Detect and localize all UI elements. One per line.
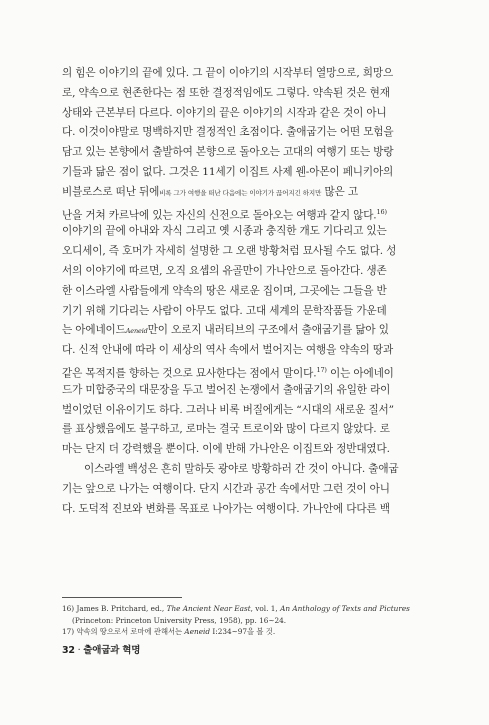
- text-segment: 이는 아에네이: [326, 367, 394, 380]
- text-line: 마는 단지 더 강력했을 뿐이다. 이에 반해 가나안은 이집트와 정반대였다.: [62, 443, 390, 456]
- text-line: [62, 183, 432, 203]
- footnote-text: , vol. 1,: [250, 604, 281, 613]
- footnote-16: [62, 603, 442, 615]
- text-segment: 많은 고: [321, 185, 358, 198]
- book-title: The Ancient Near East: [166, 604, 251, 613]
- text-line: 로, 약속으로 현존한다는 점 또한 결정적임에도 그렇다. 약속된 것은 현재: [62, 86, 390, 99]
- footnote-text: I:234~97을 볼 것.: [210, 627, 276, 637]
- footnote-divider: [62, 597, 182, 598]
- text-line: 상태와 근본부터 다르다. 이야기의 끝은 이야기의 시작과 같은 것이 아니: [62, 106, 387, 119]
- text-segment: 는 아에네이드: [62, 324, 126, 337]
- text-line: 이스라엘 백성은 흔히 말하듯 광야로 방황하러 간 것이 아니다. 출애굽: [84, 462, 399, 475]
- text-line: 기는 앞으로 나가는 여행이다. 단지 시간과 공간 속에서만 그런 것이 아니: [62, 482, 390, 495]
- text-line: 다. 이것이야말로 명백하지만 결정적인 초점이다. 출애굽기는 어떤 모험을: [62, 126, 394, 139]
- text-line: [62, 203, 432, 223]
- footnotes: [62, 603, 442, 638]
- text-line: 를 표상했음에도 불구하고, 로마는 결국 트로이와 많이 다르지 않았다. 로: [62, 423, 390, 436]
- text-segment: 같은 목적지를 향하는 것으로 묘사한다는 점에서 말이다.: [62, 367, 317, 380]
- footer-separator: ·: [74, 645, 84, 656]
- text-line: 서의 이야기에 따르면, 오직 요셉의 유골만이 가나안으로 돌아간다. 생존: [62, 264, 387, 277]
- text-line: 기기 위해 기다리는 사람이 아무도 없다. 고대 세계의 문학작품들 가운데: [62, 304, 387, 317]
- footnote-17: [62, 626, 442, 638]
- text-segment: 난을 거쳐 카르낙에 있는 자신의 신전으로 돌아오는 여행과 같지 않다.: [62, 209, 377, 222]
- text-line: [62, 321, 432, 341]
- running-title: 출애굽과 혁명: [83, 645, 141, 656]
- page-number: 32: [62, 645, 75, 656]
- book-subtitle: An Anthology of Texts and Pictures: [280, 604, 410, 613]
- book-title: Aeneid: [184, 627, 211, 637]
- main-text: [62, 64, 432, 519]
- footnote-text: 16) James B. Pritchard, ed.,: [62, 604, 167, 613]
- text-line: 의 힘은 이야기의 끝에 있다. 그 끝이 이야기의 시작부터 열망으로, 희망으: [62, 67, 394, 79]
- text-segment: 만이 오로지 내러티브의 구조에서 출애굽기를 닮아 있: [147, 324, 389, 337]
- text-line: 다. 신적 안내에 따라 이 세상의 역사 속에서 벌어지는 여행을 약속의 땅과: [62, 344, 394, 357]
- page-footer: [62, 642, 140, 656]
- latin-gloss: Aeneid: [125, 327, 148, 336]
- footnote-text: 17) 약속의 땅으로서 로마에 관해서는: [62, 627, 185, 637]
- text-line: [62, 361, 432, 381]
- text-line: 담고 있는 본향에서 출발하여 본향으로 돌아오는 고대의 여행기 또는 방랑: [62, 146, 394, 159]
- text-line: 벌이었던 이유이기도 하다. 그러나 비록 버질에게는 “시대의 새로운 질서”: [62, 403, 394, 416]
- inline-note: 비록 그가 여행을 떠난 다음에는 이야기가 끊어지긴 하지만: [159, 188, 322, 197]
- text-line: 이야기의 끝에 아내와 자식 그리고 옛 시종과 충직한 개도 기다리고 있는: [62, 225, 387, 238]
- footnote-ref-16[interactable]: 16): [376, 207, 387, 216]
- text-segment: 비블로스로 떠난 뒤에: [62, 185, 160, 198]
- text-line: 다. 도덕적 진보와 변화를 목표로 나아가는 여행이다. 가나안에 다다른 백: [62, 502, 390, 515]
- footnote-ref-17[interactable]: 17): [316, 365, 327, 374]
- text-line: 기들과 닮은 점이 없다. 그것은 11세기 이집트 사제 웬-아몬이 페니키아의: [62, 165, 394, 178]
- footnote-16-continued: (Princeton: Princeton University Press, 1958), pp. 16~24.: [72, 615, 287, 625]
- text-line: 드가 미합중국의 대문장을 두고 벌어진 논쟁에서 출애굽기의 유일한 라이: [62, 383, 391, 396]
- text-line: 한 이스라엘 사람들에게 약속의 땅은 새로운 집이며, 그곳에는 그들을 반: [62, 284, 387, 297]
- text-line: 오디세이, 즉 호머가 자세히 설명한 그 오랜 방황처럼 묘사될 수도 없다. 성: [62, 245, 397, 258]
